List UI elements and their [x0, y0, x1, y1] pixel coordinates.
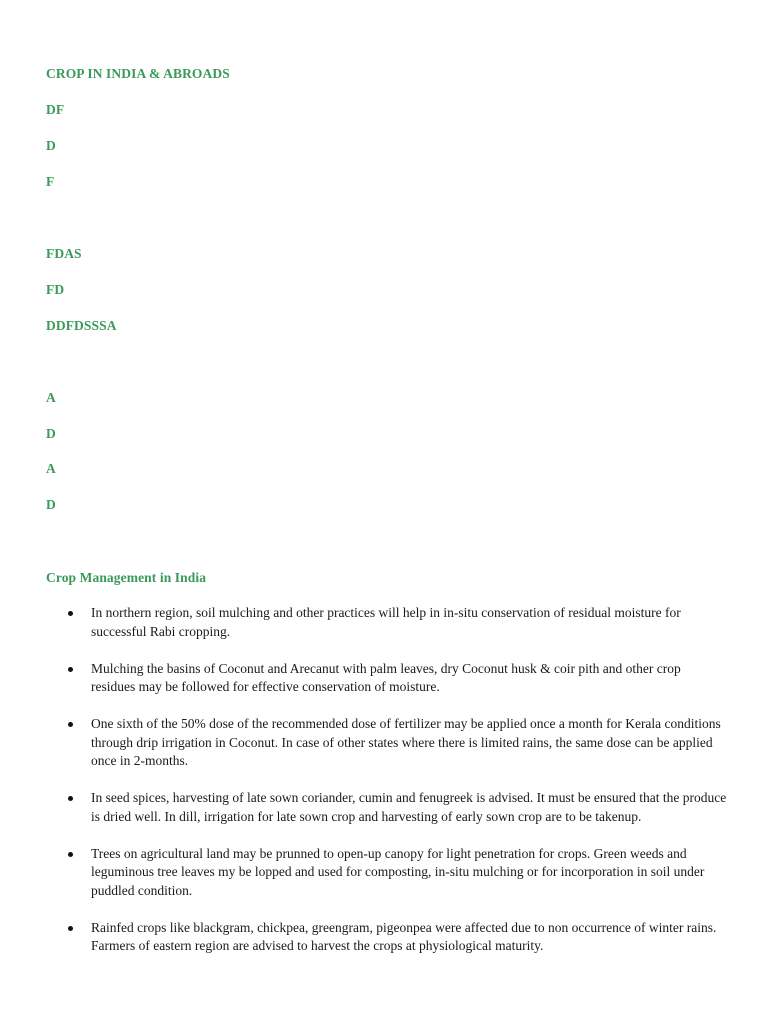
heading-a-2: A	[46, 461, 56, 476]
bullet-icon	[68, 852, 73, 857]
heading-df: DF	[46, 102, 65, 117]
bullet-text: In northern region, soil mulching and other practices will help in in-situ conservation of residual moisture for successful Rabi cropping.	[91, 605, 681, 639]
bullet-icon	[68, 611, 73, 616]
bullet-text: Mulching the basins of Coconut and Arecanut with palm leaves, dry Coconut husk & coir pith and other crop residues may be followed for effective conservation of moisture.	[91, 660, 681, 694]
heading-d: D	[46, 138, 56, 153]
bullet-icon	[68, 722, 73, 727]
bullet-list	[0, 604, 768, 974]
list-item	[0, 715, 768, 771]
heading-f: F	[46, 174, 55, 189]
bullet-icon	[68, 796, 73, 801]
bullet-icon	[68, 926, 73, 931]
heading-fdas: FDAS	[46, 246, 82, 261]
list-item	[0, 604, 768, 641]
list-item	[0, 789, 768, 826]
heading-crop-management-in-india: Crop Management in India	[46, 570, 207, 585]
heading-d-2: D	[46, 426, 56, 441]
bullet-text: One sixth of the 50% dose of the recommended dose of fertilizer may be applied once a month for Kerala conditions through drip irrigation in Coconut. In case of other states where there is limited rains, the same dose can be applied once in 2-months.	[91, 716, 721, 768]
heading-d-3: D	[46, 497, 56, 512]
heading-fd: FD	[46, 282, 65, 297]
bullet-text: Trees on agricultural land may be prunned to open-up canopy for light penetration for crops. Green weeds and leguminous tree leaves my be lopped and used for composting, in-situ mulching or for incorporation in soil under puddled condition.	[91, 845, 705, 898]
bullet-text: Rainfed crops like blackgram, chickpea, greengram, pigeonpea were affected due to non occurrence of winter rains. Farmers of eastern region are advised to harvest the crops at physiological maturity.	[91, 919, 717, 953]
list-item	[0, 919, 768, 956]
heading-a: A	[46, 390, 56, 405]
list-item	[0, 660, 768, 697]
list-item	[0, 845, 768, 901]
bullet-icon	[68, 667, 73, 672]
heading-crop-in-india-abroads: CROP IN INDIA & ABROADS	[46, 66, 230, 81]
heading-ddfdsssa: DDFDSSSA	[46, 318, 117, 333]
bullet-text: In seed spices, harvesting of late sown coriander, cumin and fenugreek is advised. It must be ensured that the produce is dried well. In dill, irrigation for late sown crop and harvesting of early sown crop are to be takenup.	[91, 790, 727, 824]
